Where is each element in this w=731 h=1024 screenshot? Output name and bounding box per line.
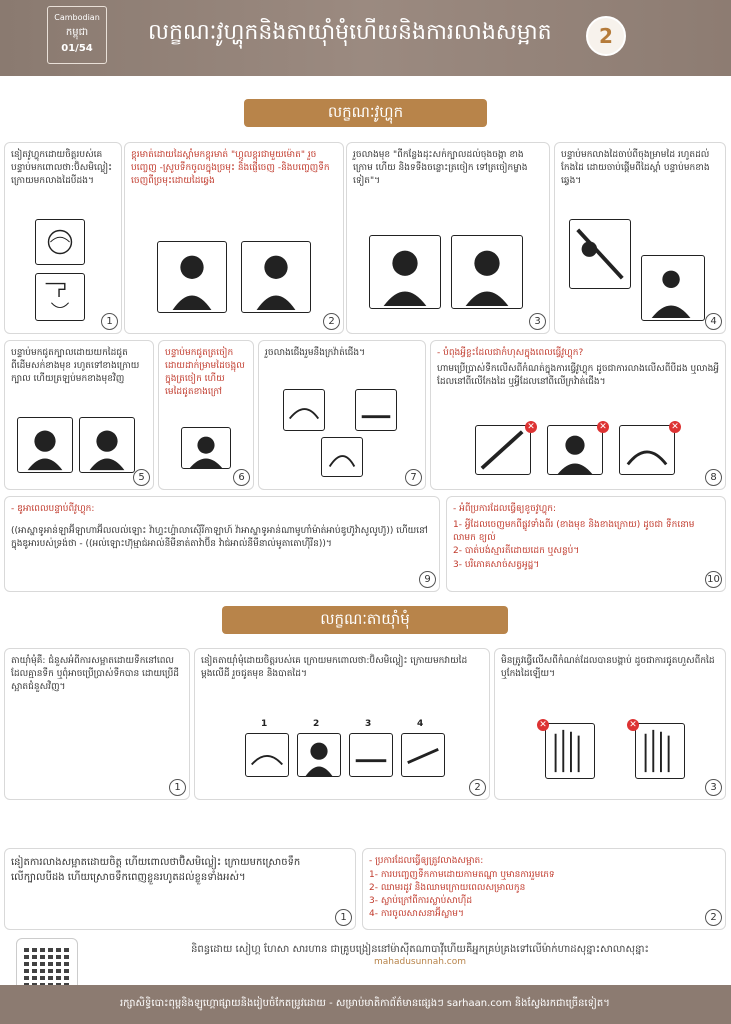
card-heading: - ឌូអាពេលបន្ទាប់ពីវូហ្ហុក: [11,504,95,514]
rinse-mouth-illustration [157,241,227,313]
ghusl-reasons-card [362,848,726,930]
step-number: 9 [419,571,436,588]
wudu-step-card [158,340,254,490]
wudu-step-card [4,142,122,334]
card-text: បន្ទាប់មកជូតក្បាលដោយយកដៃជូតពីដើមសក់ខាងមុខ រហូតទៅខាងក្រោយក្បាល ហើយត្រឡប់មកខាងមុខវិញ [11,348,140,384]
section-title-wudu: លក្ខណៈវូហ្ហុក [244,99,487,127]
wudu-step-card [124,142,344,334]
wash-face-illustration [369,235,441,309]
card-text: នៀតការលាងសម្អាតដោយចិត្ត ហើយពោលថាប៊ិសមិល្លៀះ ក្រោយមកស្រោចទឹកលើក្បាលបីដង ហើយស្រោចទឹកពេញខ្លួនរហូតដល់ខ្លួនទាំងអស់។ [11,857,301,883]
card-text: រួចលាងជើងរួមនឹងក្រវ៉ាត់ជើង។ [265,348,366,358]
page-header [0,0,731,76]
author-credit: និពន្ធដោយ សៀហ្គ ហែសា សារហាន ជាគ្រូបង្រៀននៅម៉ាស៊ីតណាបាវ៉ីហើយគឺអ្នកគ្រប់គ្រងទៅលើម៉ាក់ហាដសុន្នាះសាលាសុន្នាះ [191,944,649,955]
wipe-ears-illustration [181,427,231,469]
hand-wash-illustration [35,219,85,265]
list-item: 2- បាត់បង់ស្មារតីដោយដេក ឬសន្លប់។ [453,546,580,556]
card-text: មិនត្រូវធ្វើលើសពីកំណត់ដែលបានបង្គាប់ ដូចជាការជូតហួសពីកដៃ ឬកែងដៃឡើយ។ [501,656,715,679]
badge-language-km: កម្ពុជា [65,27,89,38]
wipe-hand-illustration [349,733,393,777]
step-number: 2 [705,909,722,926]
step-number: 2 [323,313,340,330]
card-text: តាយ៉ាំមុំគឺ: ជំនួសអំពីការសម្អាតដោយទឹកនៅពេលដែលគ្មានទឹក ឬពុំអាចប្រើប្រាស់ទឹកបាន ដោយប្រើដីស្អាតជំនួសវិញ។ [11,656,180,692]
card-text: រួចលាងមុខ "ពីកន្លែងដុះសក់ក្បាលដល់ចុងចង្កា ខាងក្រោម ហើយ និងទទឹងចន្លោះត្រចៀក ទៅត្រចៀកម្ខាងទៀត"។ [353,150,528,186]
wrong-arm-wash-illustration [475,425,531,475]
wash-arm-illustration [569,219,631,289]
list-item: 4- ការចូលសាសនាអ៊ីស្លាម។ [369,909,464,919]
wash-toes-illustration [321,437,363,477]
wrong-mark-icon: ✕ [627,719,639,731]
wudu-step-card [258,340,426,490]
wudu-mistakes-card [430,340,726,490]
wudu-step-card [554,142,726,334]
wrong-foot-wash-illustration [619,425,675,475]
step-number: 5 [133,469,150,486]
badge-page: 01/54 [61,43,93,54]
card-text: នៀតវូហ្ហុកដោយចិត្តរបស់គេ បន្ទាប់មកពោលថា:ប៊ិសមិល្លៀះ ក្រោយមកលាងដៃបីដង។ [11,150,113,186]
card-text: ខ្ពុរមាត់ដោយដៃស្ដាំមកខ្ពុរមាត់ "ហ្គូលខ្ពុរជាមួយម៉ោត" រួចបញ្ចេញ -ស្រូបទឹកចូលក្នុងច្រមុះ និងផ្ញើចេញ -និងបញ្ចេញទឹកចេញពីច្រមុះដោយដៃឆ្វេង [131,150,330,186]
wrong-fingers-illustration [635,723,685,779]
card-text: បន្ទាប់មកជូតត្រចៀកដោយដាក់ម្រាមដៃចង្អុលក្នុងត្រចៀក ហើយមេដៃជូតខាងក្រៅ [165,348,245,397]
wipe-head-front-illustration [17,417,73,473]
wrong-mark-icon: ✕ [525,421,537,433]
section-title-tayammum: លក្ខណៈតាយ៉ាំមុំ [222,606,508,634]
list-item: 2- ឈាមរដូវ និងឈាមក្រោយពេលសម្រាលកូន [369,883,526,893]
step-label: 3 [365,719,372,729]
step-label: 1 [261,719,268,729]
wipe-face-illustration [297,733,341,777]
wrong-mark-icon: ✕ [669,421,681,433]
footer-note: រក្សាសិទ្ធិបោះពុម្ពនិងឡូហ្គោផ្សាយនិងរៀបចំកែតម្រូវដោយ - សម្រាប់មាតិកាព័ត៌មានផ្សេងៗ sarhaan.com និងស្វែងរកជាច្រើនទៀត។ [120,998,610,1009]
wash-foot-side-illustration [355,389,397,431]
card-heading: - អំពីប្រការដែលធ្វើឲ្យខូចវូហ្ហុក: [453,504,557,514]
list-item: 1- ការបញ្ចេញទឹកកាមដោយកាមតណ្ហា ឬមានការរួមភេទ [369,870,555,880]
card-text: បន្ទាប់មកលាងដៃចាប់ពីចុងម្រាមដៃ រហូតដល់កែងដៃ ដោយចាប់ផ្ដើមពីដៃស្ដាំ បន្ទាប់មកខាងឆ្វេង។ [561,150,710,186]
step-number: 1 [335,909,352,926]
wipe-head-back-illustration [79,417,135,473]
step-label: 2 [313,719,320,729]
ghusl-card [4,848,356,930]
step-number: 1 [101,313,118,330]
rinse-nose-illustration [241,241,311,313]
step-number: 8 [705,469,722,486]
wash-left-arm-illustration [641,255,705,321]
language-badge [47,6,107,64]
list-item: 3- បរិភោគសាច់សត្វអូដ្ឋ។ [453,560,540,570]
step-number: 4 [705,313,722,330]
website-link[interactable]: mahadusunnah.com [373,957,467,967]
wudu-step-card [4,340,154,490]
tayammum-card [494,648,726,800]
step-number: 10 [705,571,722,588]
card-text: ហាមប្រើប្រាស់ទឹកលើសពីកំណត់ក្នុងការធ្វើវូហ្ហុក ដូចជាការលាងលើសពីបីដង ឬលាងអ្វីដែលនៅពីលើកែងដៃ ឬអ្វីដែលនៅពីលើក្រវ៉ាត់ជើង។ [437,364,720,387]
page-footer [0,985,731,1024]
wrong-mark-icon: ✕ [537,719,549,731]
tayammum-card [194,648,490,800]
step-number: 1 [169,779,186,796]
faucet-illustration [35,273,85,321]
page-title: លក្ខណៈវូហ្ហុកនិងតាយ៉ាំមុំហើយនិងការលាងសម្អាត [148,20,552,45]
wudu-step-card [346,142,550,334]
step-number: 2 [469,779,486,796]
step-number: 6 [233,469,250,486]
tayammum-card [4,648,190,800]
card-text: ((អាស្ហាទូអាន់ឡាអ៊ីឡាហាអ៊ីលលល់ឡោះ វ៉ាហ្ទះហ្ទ៉ាលាស៊ើរីកាឡាហ៍ វ៉ាអាស្ហាទូអាន់ណាមូហាំម៉ាត់អាប់ឌូហ៊ូវ៉ាសូលូហ៊ូ)) ហើយនៅក្នុងឌូអារបស់ទ្រង់ថា - ((អល់ឡោះហ៊ុម្មាជ់អាល់នីមីនាត់តាវ៉ាប៊ីន វ៉ាជ់អាល់នីមីនាល់មូតាតោហ៊ីរីន))។ [11,526,428,549]
page-number-badge: 2 [586,16,626,56]
wrong-hand-illustration [545,723,595,779]
list-item: 1- អ្វីដែលចេញមកពីផ្លូវទាំងពីរ (ខាងមុខ និងខាងក្រោយ) ដូចជា ទឹកនោម លាមក ខ្យល់ [453,520,695,543]
card-question: - បំពុងអ្វីខ្លះដែលជាកំហុសក្នុងពេលធ្វើវូហ្ហុក? [437,348,584,358]
step-number: 3 [705,779,722,796]
wash-face-hands-illustration [451,235,523,309]
card-heading: - ប្រការដែលធ្វើឲ្យត្រូវលាងសម្អាត: [369,856,484,866]
strike-ground-illustration [245,733,289,777]
wudu-dua-card [4,496,440,592]
card-text: នៀតតាយ៉ាំមុំដោយចិត្តរបស់គេ ក្រោយមកពោលថា:ប៊ិសមិល្លៀះ ក្រោយមកវាយដៃម្ដងលើដី រួចជូតមុខ និងបាតដៃ។ [201,656,468,679]
wrong-face-wash-illustration [547,425,603,475]
wrong-mark-icon: ✕ [597,421,609,433]
step-number: 7 [405,469,422,486]
wash-foot-illustration [283,389,325,431]
step-number: 3 [529,313,546,330]
step-label: 4 [417,719,424,729]
list-item: 3- ស្លាប់ក្រៅពីការស្លាប់សាហ៊ីដ [369,896,473,906]
badge-language: Cambodian [54,13,100,22]
wipe-other-hand-illustration [401,733,445,777]
wudu-nullifiers-card [446,496,726,592]
